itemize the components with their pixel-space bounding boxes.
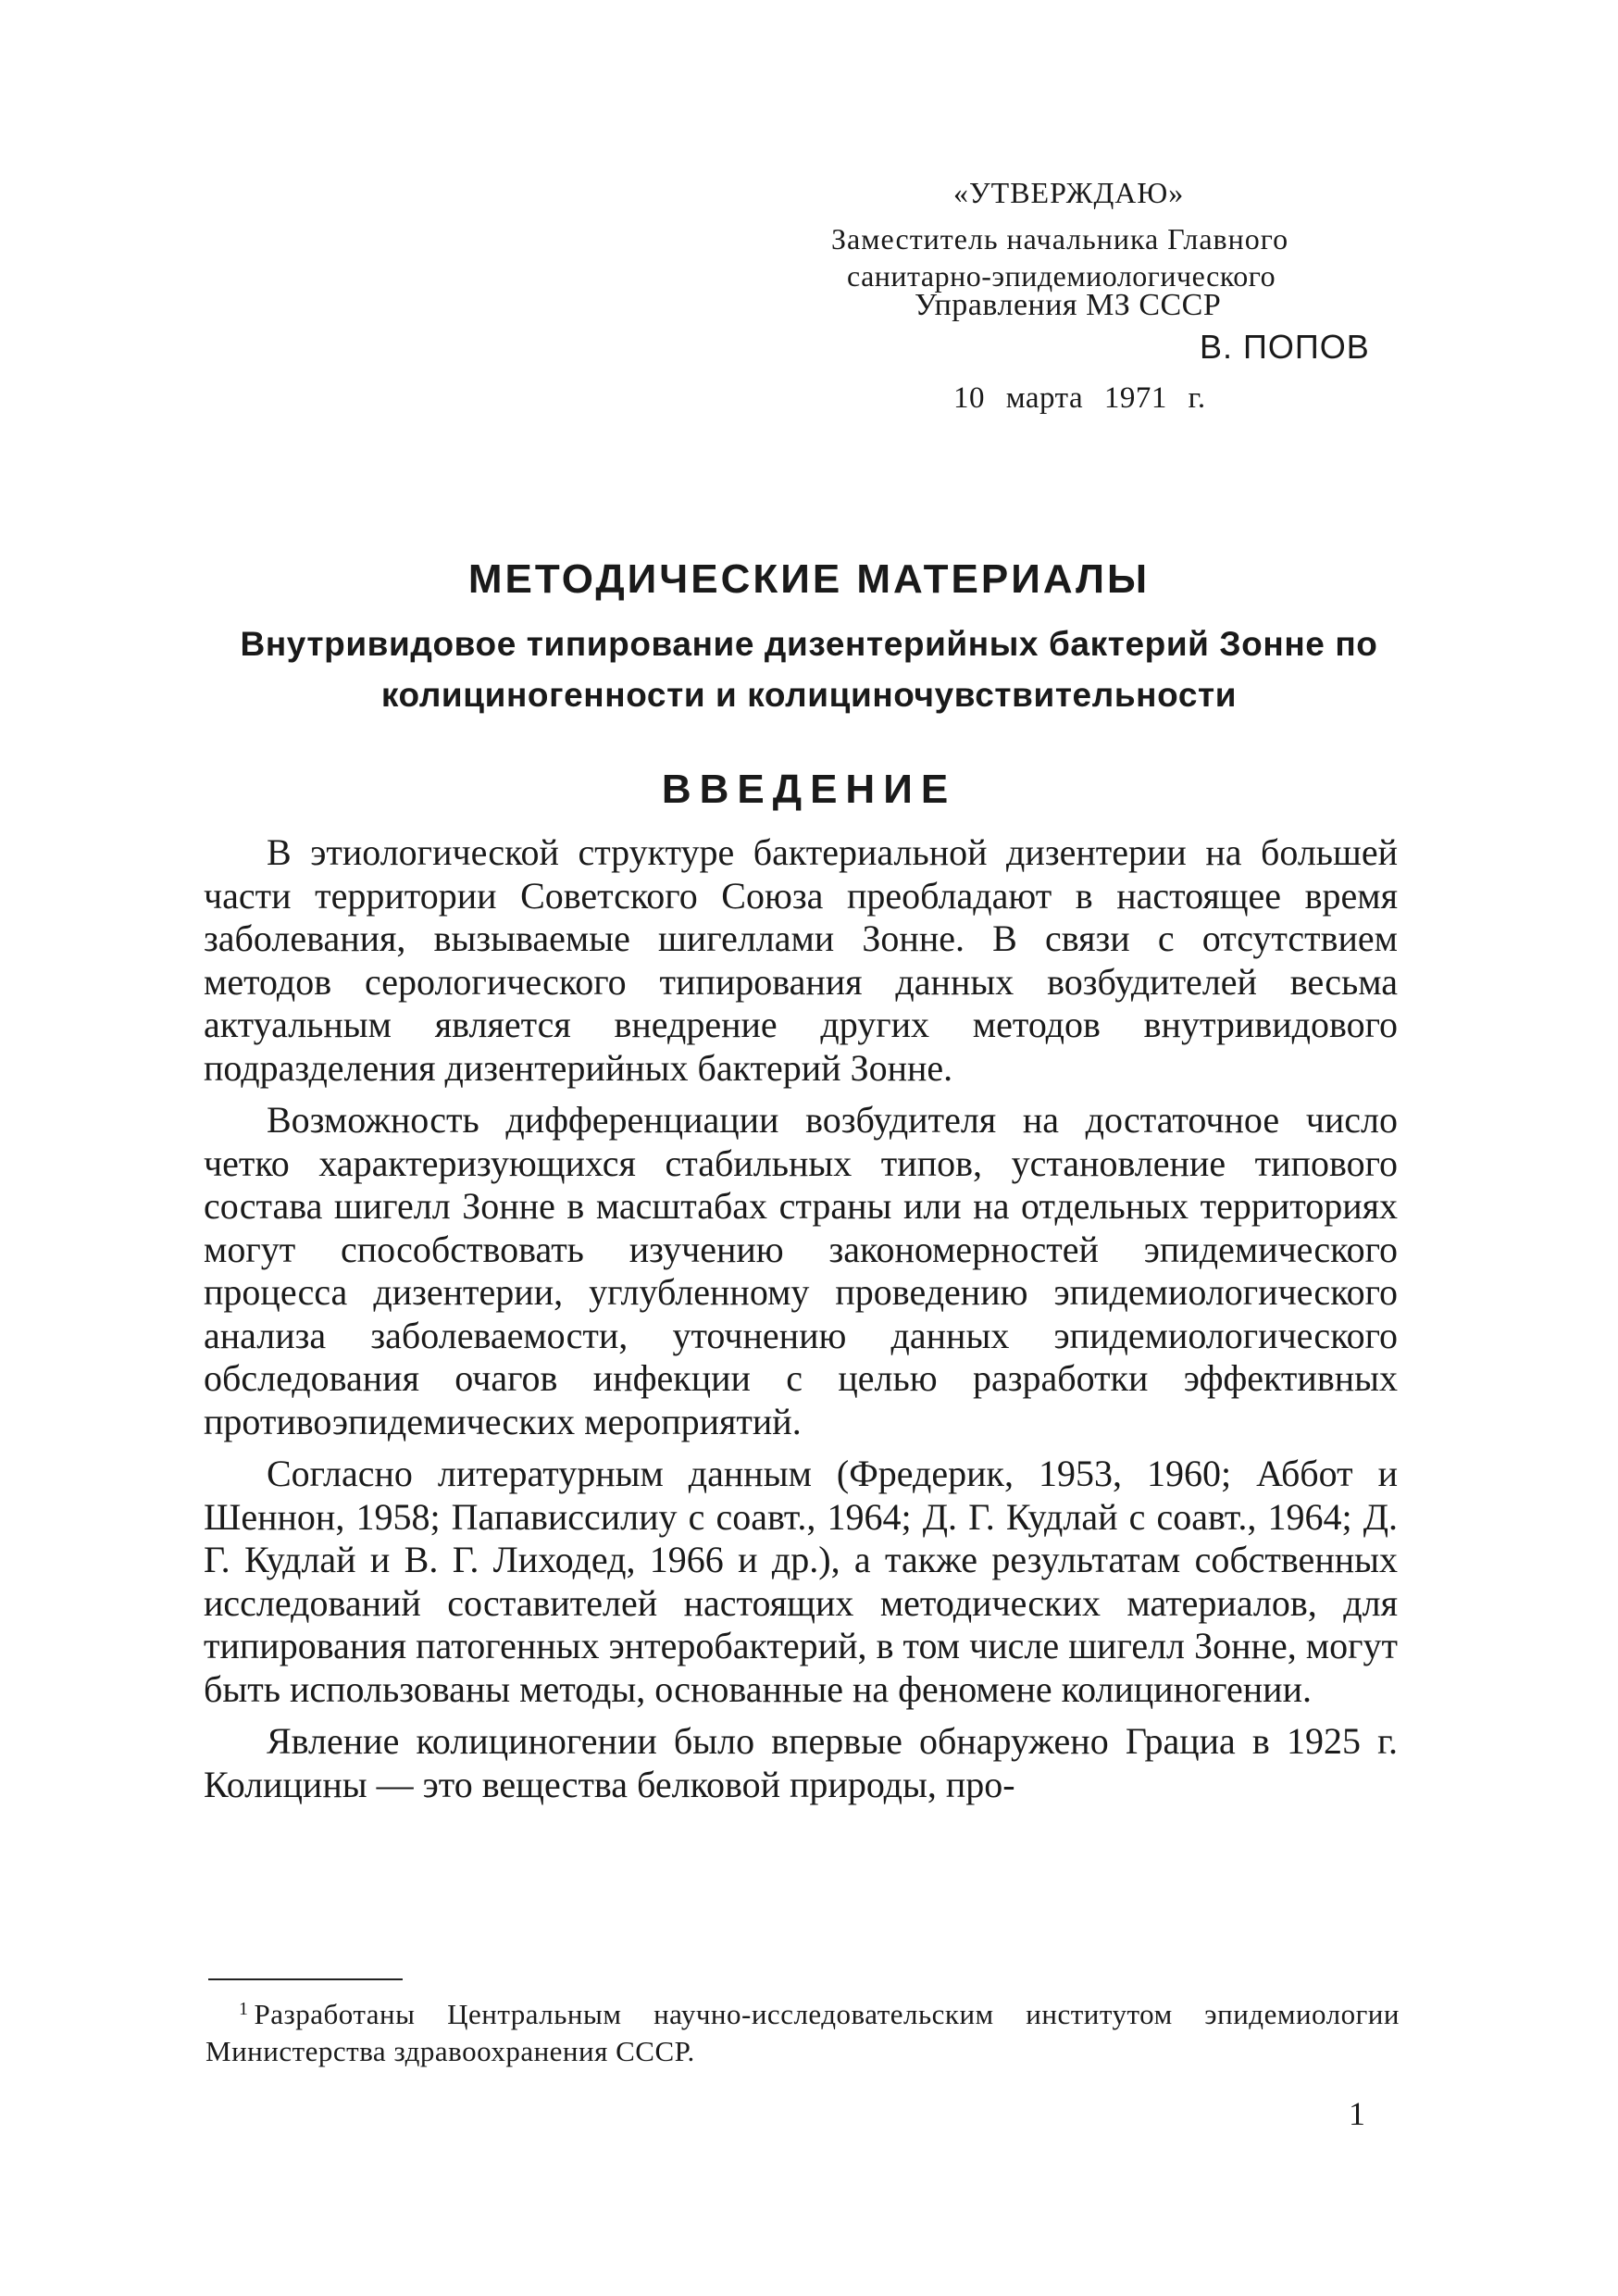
footnote-text: Разработаны Центральным научно-исследовательским институтом эпидемиологии Министерства здравоохранения СССР.: [205, 1998, 1400, 2067]
approval-heading: «УТВЕРЖДАЮ»: [953, 176, 1185, 209]
body-paragraph: Явление колициногении было впервые обнаружено Грациа в 1925 г. Колицины — это вещества белковой природы, про-: [204, 1720, 1398, 1805]
body-paragraph: Согласно литературным данным (Фредерик, 1953, 1960; Аббот и Шеннон, 1958; Папависсилиу с соавт., 1964; Д. Г. Кудлай с соавт., 1964; Д. Г. Кудлай и В. Г. Лиходед, 1966 и др.), а также результатам собственных исследований составителей настоящих методических материалов, для типирования патогенных энтеробактерий, в том числе шигелл Зонне, могут быть использованы методы, основанные на феномене колициногении.: [204, 1453, 1398, 1710]
approver-position-line-2: санитарно-эпидемиологического: [847, 259, 1276, 293]
document-subtitle: Внутривидовое типирование дизентерийных бактерий Зонне по колициногенности и колициночувствительности: [240, 625, 1378, 714]
approver-position-line-3: Управления МЗ СССР: [915, 288, 1222, 322]
footnote-marker: 1: [239, 1999, 249, 2019]
body-paragraph: В этиологической структуре бактериальной дизентерии на большей части территории Советского Союза преобладают в настоящее время заболевания, вызываемые шигеллами Зонне. В связи с отсутствием методов серологического типирования данных возбудителей весьма актуальным является внедрение других методов внутривидового подразделения дизентерийных бактерий Зонне.: [204, 831, 1398, 1089]
body-paragraph: Возможность дифференциации возбудителя на достаточное число четко характеризующихся стабильных типов, установление типового состава шигелл Зонне в масштабах страны или на отдельных территориях могут способствовать изучению закономерностей эпидемического процесса дизентерии, углубленному проведению эпидемиологического анализа заболеваемости, уточнению данных эпидемиологического обследования очагов инфекции с целью разработки эффективных противоэпидемических мероприятий.: [204, 1099, 1398, 1442]
footnote-divider: [208, 1978, 403, 1980]
approver-name: В. ПОПОВ: [1200, 328, 1370, 366]
footnote: [205, 1990, 1400, 2070]
approval-block: [0, 0, 1618, 444]
page-number: 1: [1349, 2095, 1365, 2132]
approver-position-line-1: Заместитель начальника Главного: [831, 222, 1289, 256]
approval-date: 10 марта 1971 г.: [953, 381, 1206, 415]
section-heading-introduction: ВВЕДЕНИЕ: [661, 767, 957, 812]
document-title: МЕТОДИЧЕСКИЕ МАТЕРИАЛЫ: [467, 556, 1151, 602]
body-text: [204, 831, 1398, 1816]
